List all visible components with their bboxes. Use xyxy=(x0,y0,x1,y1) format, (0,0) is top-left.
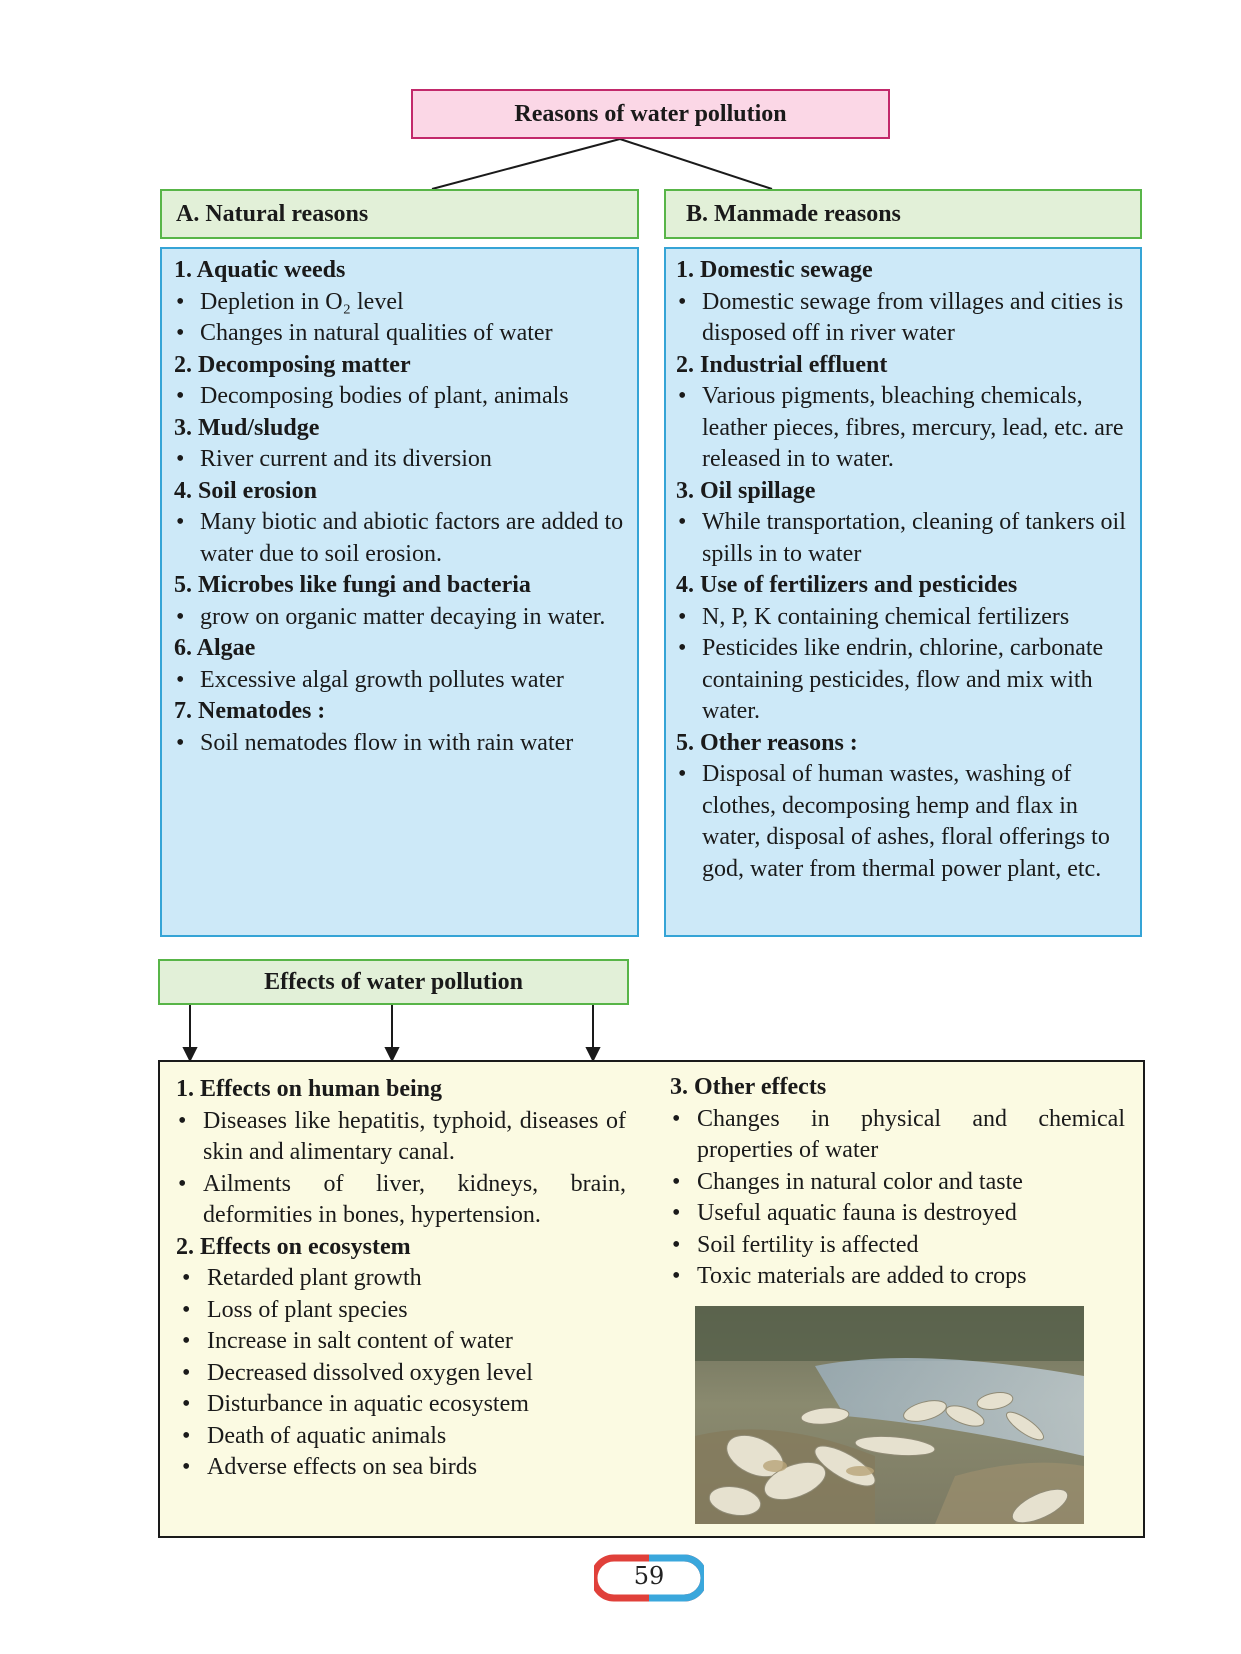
page-title: Reasons of water pollution xyxy=(411,89,890,139)
list-item: • Decreased dissolved oxygen level xyxy=(180,1358,626,1390)
list-item: • Many biotic and abiotic factors are added to water due to soil erosion. xyxy=(174,507,629,570)
dead-fish-photo xyxy=(695,1306,1084,1524)
natural-section xyxy=(174,696,629,759)
natural-section xyxy=(174,413,629,476)
list-item: • Toxic materials are added to crops xyxy=(670,1261,1125,1293)
list-item: • Disposal of human wastes, washing of clothes, decomposing hemp and flax in water, disposal of ashes, floral offerings to god, water from thermal power plant, etc. xyxy=(676,759,1132,885)
section-title: 1. Domestic sewage xyxy=(676,257,873,283)
section-title: 4. Soil erosion xyxy=(174,477,317,504)
manmade-section xyxy=(676,255,1132,350)
list-item: • Pesticides like endrin, chlorine, carbonate containing pesticides, flow and mix with water. xyxy=(676,633,1132,728)
natural-section xyxy=(174,570,629,633)
list-item: • Decomposing bodies of plant, animals xyxy=(174,381,629,413)
list-item: • Ailments of liver, kidneys, brain, deformities in bones, hypertension. xyxy=(176,1169,626,1232)
section-title: 1. Effects on human being xyxy=(176,1076,443,1102)
section-title: 4. Use of fertilizers and pesticides xyxy=(676,572,1018,598)
section-title: 2. Decomposing matter xyxy=(174,351,411,378)
section-title: 2. Effects on ecosystem xyxy=(176,1233,411,1260)
list-item: • Diseases like hepatitis, typhoid, diseases of skin and alimentary canal. xyxy=(176,1106,626,1169)
list-item: • Changes in natural qualities of water xyxy=(174,318,629,350)
list-item: • Useful aquatic fauna is destroyed xyxy=(670,1198,1125,1230)
manmade-section xyxy=(676,476,1132,571)
section-title: 5. Other reasons : xyxy=(676,729,858,756)
list-item: • Excessive algal growth pollutes water xyxy=(174,665,629,697)
effects-right-column xyxy=(670,1072,1125,1293)
list-item: • Adverse effects on sea birds xyxy=(180,1452,626,1484)
section-title: 1. Aquatic weeds xyxy=(174,257,346,283)
list-item: • River current and its diversion xyxy=(174,444,629,476)
natural-section xyxy=(174,255,629,350)
list-item: • Soil fertility is affected xyxy=(670,1230,1125,1262)
manmade-section xyxy=(676,570,1132,728)
list-item: • Soil nematodes flow in with rain water xyxy=(174,728,629,760)
list-item: • Loss of plant species xyxy=(180,1295,626,1327)
list-item: • grow on organic matter decaying in water. xyxy=(174,602,629,634)
list-item: • Retarded plant growth xyxy=(180,1263,626,1295)
section-title: 6. Algae xyxy=(174,635,256,661)
natural-reasons-panel xyxy=(160,247,639,937)
list-item: • Various pigments, bleaching chemicals, leather pieces, fibres, mercury, lead, etc. are released in to water. xyxy=(676,381,1132,476)
list-item: • Depletion in O₂ level xyxy=(174,287,629,319)
manmade-section xyxy=(676,350,1132,476)
list-item: • Domestic sewage from villages and cities is disposed off in river water xyxy=(676,287,1132,350)
list-item: • Increase in salt content of water xyxy=(180,1326,626,1358)
section-title: 7. Nematodes : xyxy=(174,698,326,724)
effect-arrows xyxy=(184,1005,599,1060)
section-title: 3. Other effects xyxy=(670,1074,827,1100)
natural-section xyxy=(174,476,629,571)
effects-left-column xyxy=(176,1074,626,1484)
manmade-reasons-panel xyxy=(664,247,1142,937)
list-item: • N, P, K containing chemical fertilizers xyxy=(676,602,1132,634)
manmade-reasons-header: B. Manmade reasons xyxy=(664,189,1142,239)
list-item: • Death of aquatic animals xyxy=(180,1421,626,1453)
page-number: 59 xyxy=(633,1562,665,1590)
manmade-section xyxy=(676,728,1132,886)
section-title: 2. Industrial effluent xyxy=(676,351,888,378)
natural-section xyxy=(174,350,629,413)
list-item: • Disturbance in aquatic ecosystem xyxy=(180,1389,626,1421)
natural-section xyxy=(174,633,629,696)
section-title: 3. Mud/sludge xyxy=(174,414,320,441)
section-title: 5. Microbes like fungi and bacteria xyxy=(174,572,531,598)
effects-header: Effects of water pollution xyxy=(158,959,629,1005)
list-item: • While transportation, cleaning of tankers oil spills in to water xyxy=(676,507,1132,570)
list-item: • Changes in natural color and taste xyxy=(670,1167,1125,1199)
natural-reasons-header: A. Natural reasons xyxy=(160,189,639,239)
list-item: • Changes in physical and chemical properties of water xyxy=(670,1104,1125,1167)
section-title: 3. Oil spillage xyxy=(676,477,816,504)
